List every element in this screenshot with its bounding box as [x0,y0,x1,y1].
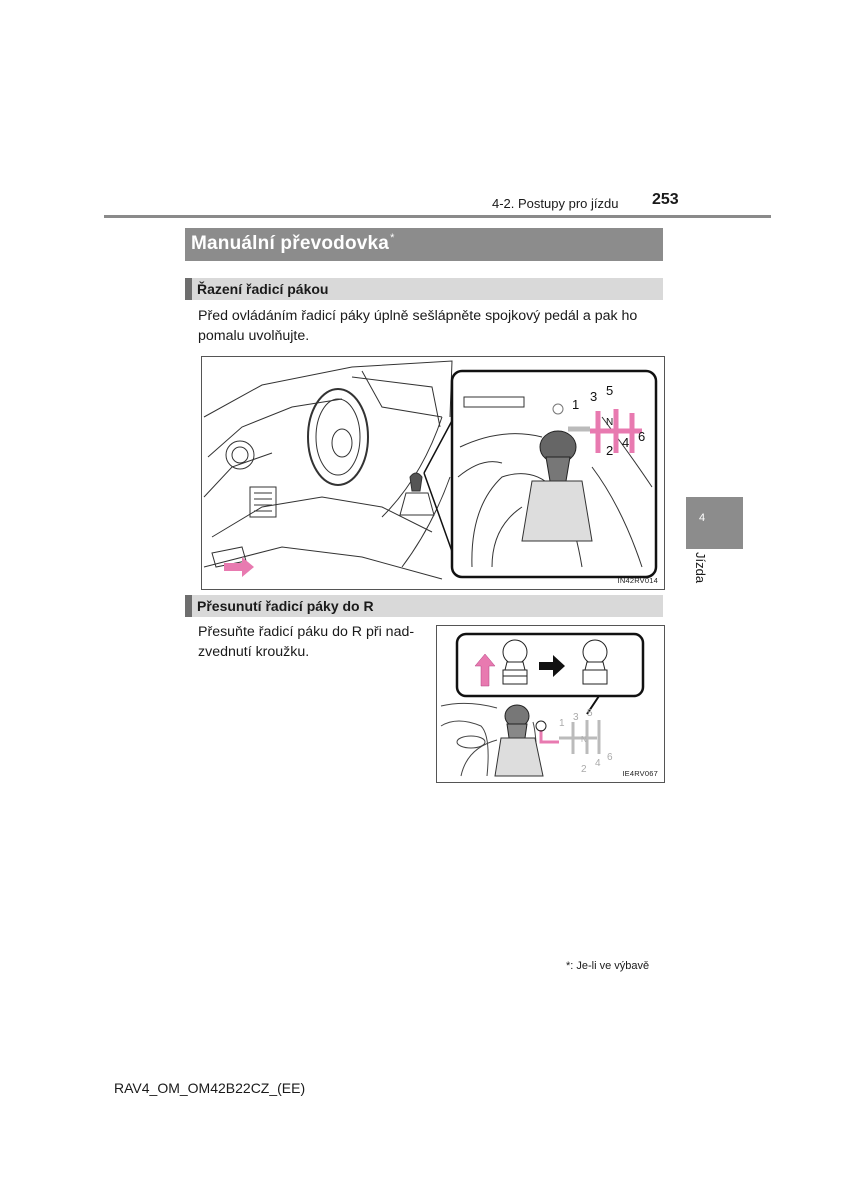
section1-body-line2: pomalu uvolňujte. [198,328,310,344]
section1-body [198,306,637,346]
section2-body-line1: Přesuňte řadicí páku do R při nad- [198,624,415,640]
chapter-number: 4 [699,512,706,524]
reverse-path-pink [541,730,559,742]
gear-label-5: 5 [587,708,593,719]
gear-label-3: 3 [573,712,579,723]
running-header-section: 4-2. Postupy pro jízdu [492,196,619,211]
shift-pattern-pink [590,409,642,453]
section2-body-line2: zvednutí kroužku. [198,644,310,660]
header-rule [104,215,771,218]
page-title-text: Manuální převodovka [191,233,390,254]
title-bar [185,228,663,261]
gear-label-1: 1 [572,397,580,412]
figure-cockpit-shift [201,356,665,590]
heading-marker [185,595,192,617]
gear-label-n: N [581,735,587,744]
gear-label-3: 3 [590,389,598,404]
gear-label-2: 2 [606,443,614,458]
reverse-indicator-icon [536,721,546,731]
chapter-tab [686,497,743,549]
section1-body-line1: Před ovládáním řadicí páky úplně sešlápněte spojkový pedál a pak ho [198,308,638,324]
reverse-illustration [437,626,664,782]
document-code: RAV4_OM_OM42B22CZ_(EE) [114,1080,306,1096]
gear-label-2: 2 [581,764,587,775]
section2-heading: Přesunutí řadicí páky do R [197,598,374,614]
footnote: *: Je-li ve výbavě [566,960,650,972]
gear-label-6: 6 [638,429,646,444]
gear-label-n: N [606,417,614,428]
gear-label-5: 5 [606,383,614,398]
page-title [191,232,395,255]
section1-heading-bar [185,278,663,300]
page-number: 253 [652,191,679,208]
gear-label-4: 4 [595,758,601,769]
figure-reverse-shift [436,625,665,783]
section1-heading: Řazení řadicí pákou [197,281,329,297]
chapter-label: Jízda [693,552,708,584]
gear-label-6: 6 [607,752,613,763]
title-footnote-marker: * [390,232,395,244]
figure-id: IN42RV014 [617,576,658,585]
section2-heading-bar [185,595,663,617]
cockpit-illustration [202,357,664,589]
figure-id: IE4RV067 [622,769,658,778]
gear-label-4: 4 [622,435,630,450]
clutch-arrow-icon [224,557,254,577]
heading-marker [185,278,192,300]
section2-body [198,622,414,662]
gear-label-1: 1 [559,718,565,729]
